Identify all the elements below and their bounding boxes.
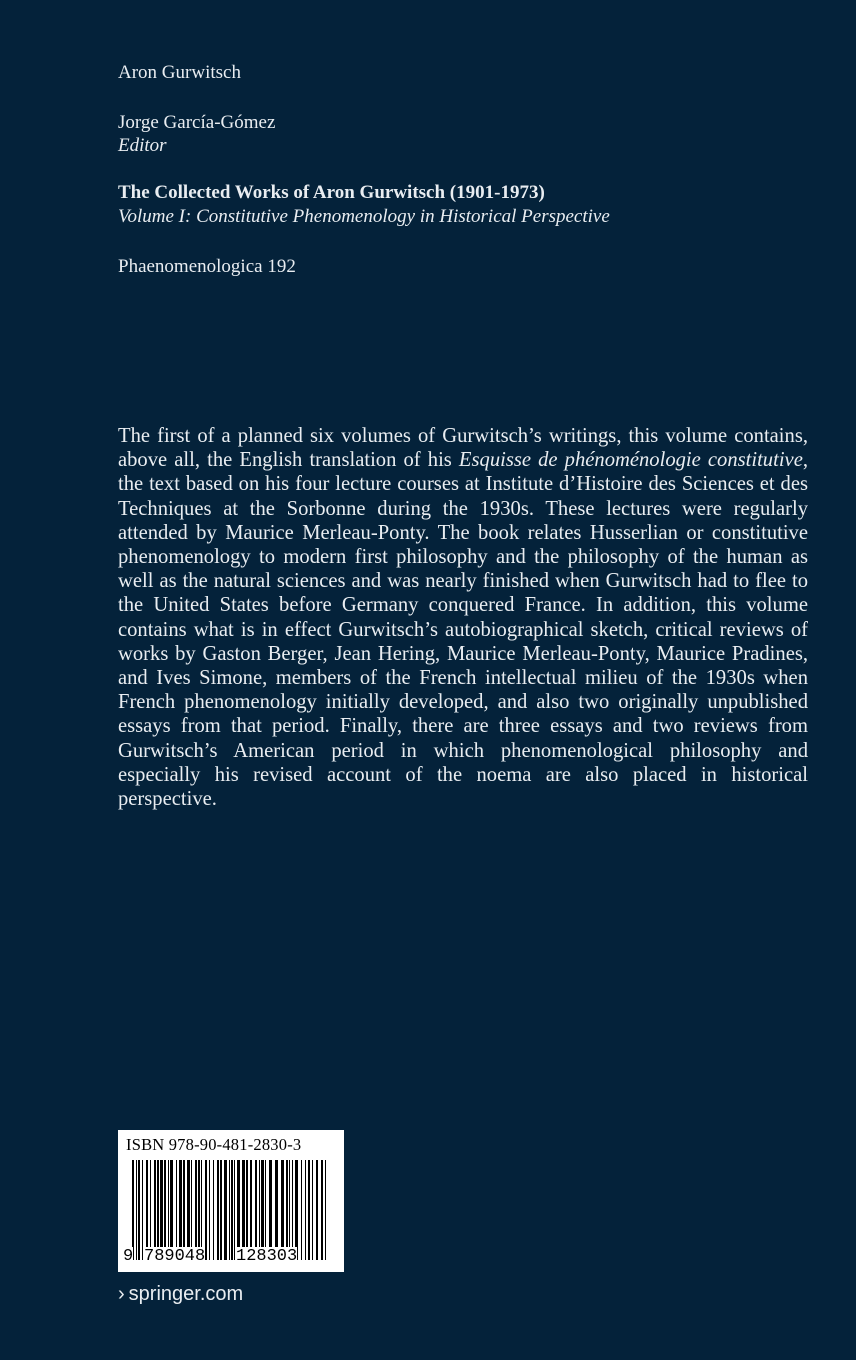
barcode-digit-lead: 9 [123, 1247, 134, 1266]
publisher-link-text: springer.com [128, 1283, 244, 1305]
barcode-bar [220, 1160, 222, 1260]
barcode-bar [250, 1160, 252, 1260]
barcode-bar [132, 1160, 134, 1260]
barcode-bar [269, 1160, 272, 1260]
barcode-bar [205, 1160, 207, 1260]
barcode-bar [281, 1160, 284, 1260]
barcode-box [118, 1130, 344, 1272]
barcode-bar [316, 1160, 318, 1260]
blurb-text-2: , the text based on his four lecture courses at Institute d’Histoire des Sciences et des Techniques at the Sorbonne during the 1930s. These lectures were regularly attended by Maurice Merleau-Ponty. The book relates Husserlian or constitutive phenomenology to modern first philosophy and the philosophy of the human as well as the natural sciences and was nearly finished when Gurwitsch had to flee to the United States before Germany conquered France. In addition, this volume contains what is in effect Gurwitsch’s autobiographical sketch, critical reviews of works by Gaston Berger, Jean Hering, Maurice Merleau-Ponty, Maurice Pradines, and Ives Simone, members of the French intellectual milieu of the 1930s when French phenomenology initially developed, and also two originally unpublished essays from that period. Finally, there are three essays and two reviews from Gurwitsch’s American period in which phenomenological philosophy and especially his revised account of the noema are also placed in historical perspective. [118, 449, 808, 811]
volume-title: Volume I: Constitutive Phenomenology in Historical Perspective [118, 206, 610, 227]
barcode-bar [292, 1160, 293, 1260]
barcode-bar [295, 1160, 298, 1260]
barcode-bar [195, 1160, 197, 1260]
barcode-bar [301, 1160, 302, 1260]
barcode-bar [138, 1160, 140, 1260]
barcode-bar [246, 1160, 248, 1260]
barcode-bar [217, 1160, 219, 1260]
barcode-digits-right: 128303 [236, 1247, 298, 1266]
barcode-bar [234, 1160, 235, 1260]
barcode-bar [176, 1160, 177, 1260]
barcode-bar [157, 1160, 159, 1260]
barcode-bar [237, 1160, 240, 1260]
barcode-bar [191, 1160, 192, 1260]
barcode-bar [325, 1160, 326, 1260]
barcode-bar [242, 1160, 245, 1260]
barcode-bar [275, 1160, 278, 1260]
barcode-bar [305, 1160, 306, 1260]
barcode-bar [183, 1160, 185, 1260]
blurb [118, 424, 808, 811]
barcode-bar [224, 1160, 227, 1260]
barcode-bar [150, 1160, 151, 1260]
barcode-bar [308, 1160, 310, 1260]
barcode-bar [312, 1160, 313, 1260]
barcode-bar [213, 1160, 214, 1260]
barcode-bar [168, 1160, 169, 1260]
barcode-bar [160, 1160, 163, 1260]
barcode-bar [261, 1160, 264, 1260]
barcode-bar [265, 1160, 266, 1260]
barcode-digits-left: 789048 [144, 1247, 206, 1266]
barcode-bar [170, 1160, 173, 1260]
barcode-bar [201, 1160, 202, 1260]
publisher-link[interactable] [118, 1283, 243, 1306]
barcode-bar [289, 1160, 290, 1260]
barcode-bar [229, 1160, 230, 1260]
barcode-bar [198, 1160, 200, 1260]
barcode-bar [154, 1160, 156, 1260]
barcode-bar [209, 1160, 210, 1260]
barcode-bar [187, 1160, 190, 1260]
barcode-bar [136, 1160, 137, 1260]
barcode-bar [142, 1160, 143, 1260]
barcode-bar [146, 1160, 148, 1260]
barcode-bar [259, 1160, 260, 1260]
editor-name: Jorge García-Gómez [118, 112, 276, 133]
chevron-right-icon: › [118, 1283, 125, 1305]
barcode-bar [255, 1160, 257, 1260]
barcode-bar [164, 1160, 166, 1260]
barcode-bar [179, 1160, 182, 1260]
series-title: The Collected Works of Aron Gurwitsch (1901-1973) [118, 182, 545, 203]
barcode-bar [321, 1160, 323, 1260]
barcode-bar [286, 1160, 288, 1260]
barcode-bar [231, 1160, 233, 1260]
series-number: Phaenomenologica 192 [118, 256, 296, 277]
blurb-italic-title: Esquisse de phénoménologie constitutive [458, 449, 803, 472]
editor-role: Editor [118, 135, 167, 156]
isbn-label: ISBN 978-90-481-2830-3 [126, 1135, 302, 1154]
blurb-text-1: The first of a planned six volumes of Gurwitsch’s writings, this volume contains, above all, the English translation of his [118, 425, 808, 472]
author-name: Aron Gurwitsch [118, 62, 241, 83]
barcode-icon [132, 1160, 332, 1260]
